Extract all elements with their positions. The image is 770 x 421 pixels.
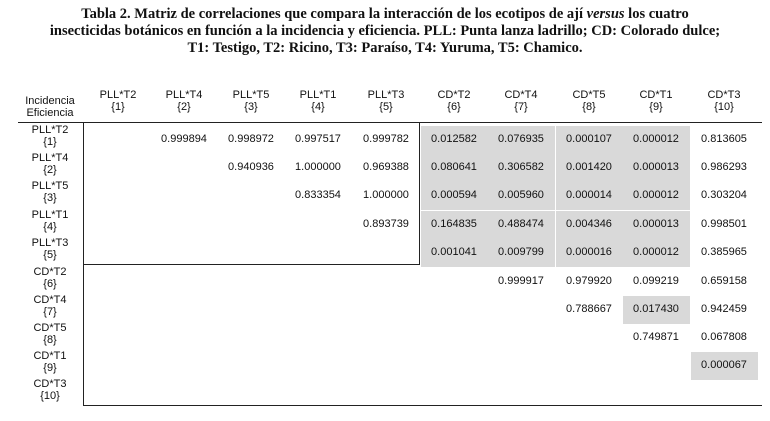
row-header bbox=[15, 350, 85, 374]
row-header-name: PLL*T5 bbox=[31, 180, 69, 192]
row-header-name: CD*T4 bbox=[33, 294, 67, 306]
matrix-cell: 0.017430 bbox=[633, 303, 679, 315]
row-header-name: CD*T2 bbox=[33, 266, 67, 278]
column-header-name: PLL*T2 bbox=[99, 89, 137, 101]
matrix-cell: 1.000000 bbox=[295, 161, 341, 173]
row-header bbox=[15, 294, 85, 318]
row-header-id: {1} bbox=[43, 136, 57, 148]
matrix-cell: 0.005960 bbox=[498, 189, 544, 201]
matrix-cell: 0.012582 bbox=[431, 133, 477, 145]
caption-line-1-start: Tabla 2. Matriz de correlaciones que compara la interacción de los ecotipos de ají bbox=[81, 6, 584, 22]
column-header-name: CD*T1 bbox=[639, 89, 673, 101]
column-header-name: CD*T3 bbox=[707, 89, 741, 101]
row-header-name: CD*T5 bbox=[33, 322, 67, 334]
column-header-id: {7} bbox=[514, 101, 528, 113]
row-header-id: {9} bbox=[43, 362, 57, 374]
matrix-cell: 0.942459 bbox=[701, 303, 747, 315]
corner-header-eficiencia: Eficiencia bbox=[26, 107, 74, 119]
matrix-cell: 0.080641 bbox=[431, 161, 477, 173]
row-header-id: {4} bbox=[43, 221, 57, 233]
column-header-id: {8} bbox=[582, 101, 596, 113]
matrix-cell: 0.998501 bbox=[701, 218, 747, 230]
matrix-cell: 0.000016 bbox=[566, 246, 612, 258]
matrix-cell: 0.000012 bbox=[633, 189, 679, 201]
column-header bbox=[556, 89, 623, 113]
column-header-name: CD*T2 bbox=[437, 89, 471, 101]
caption-line-1-end: los cuatro bbox=[628, 6, 689, 22]
matrix-cell: 0.099219 bbox=[633, 275, 679, 287]
row-header-id: {8} bbox=[43, 334, 57, 346]
pll-block-right-rule bbox=[419, 122, 420, 265]
matrix-cell: 0.749871 bbox=[633, 331, 679, 343]
caption-line-3: T1: Testigo, T2: Ricino, T3: Paraíso, T4: Yuruma, T5: Chamico. bbox=[187, 40, 583, 56]
matrix-cell: 0.000012 bbox=[633, 246, 679, 258]
matrix-cell: 0.813605 bbox=[701, 133, 747, 145]
matrix-cell: 0.004346 bbox=[566, 218, 612, 230]
matrix-cell: 0.997517 bbox=[295, 133, 341, 145]
row-header-name: PLL*T3 bbox=[31, 237, 69, 249]
matrix-cell: 0.076935 bbox=[498, 133, 544, 145]
row-header bbox=[15, 266, 85, 290]
column-header-name: CD*T4 bbox=[504, 89, 538, 101]
row-header-name: PLL*T2 bbox=[31, 124, 69, 136]
column-header-id: {4} bbox=[311, 101, 325, 113]
column-header-id: {5} bbox=[379, 101, 393, 113]
row-header bbox=[15, 124, 85, 148]
caption-line-1 bbox=[0, 6, 770, 23]
matrix-cell: 0.788667 bbox=[566, 303, 612, 315]
column-header bbox=[85, 89, 152, 113]
caption-line-2: insecticidas botánicos en función a la incidencia y eficiencia. PLL: Punta lanza ladrillo; CD: Colorado dulce; bbox=[49, 23, 721, 39]
table-caption bbox=[0, 6, 770, 57]
column-header bbox=[285, 89, 352, 113]
matrix-cell: 0.999894 bbox=[161, 133, 207, 145]
column-header-id: {6} bbox=[447, 101, 461, 113]
matrix-cell: 0.488474 bbox=[498, 218, 544, 230]
column-header-name: PLL*T1 bbox=[299, 89, 337, 101]
matrix-cell: 0.833354 bbox=[295, 189, 341, 201]
matrix-cell: 0.659158 bbox=[701, 275, 747, 287]
row-header-id: {6} bbox=[43, 278, 57, 290]
matrix-cell: 0.998972 bbox=[228, 133, 274, 145]
matrix-cell: 0.385965 bbox=[701, 246, 747, 258]
matrix-cell: 0.999782 bbox=[363, 133, 409, 145]
column-header-id: {3} bbox=[244, 101, 258, 113]
matrix-cell: 0.893739 bbox=[363, 218, 409, 230]
column-header bbox=[151, 89, 218, 113]
column-header bbox=[353, 89, 420, 113]
matrix-cell: 0.067808 bbox=[701, 331, 747, 343]
matrix-cell: 0.000012 bbox=[633, 133, 679, 145]
matrix-cell: 0.000067 bbox=[701, 359, 747, 371]
matrix-cell: 0.979920 bbox=[566, 275, 612, 287]
header-bottom-rule bbox=[18, 122, 762, 123]
row-header-name: CD*T1 bbox=[33, 350, 67, 362]
matrix-cell: 0.001420 bbox=[566, 161, 612, 173]
matrix-cell: 0.969388 bbox=[363, 161, 409, 173]
column-header-id: {2} bbox=[177, 101, 191, 113]
matrix-cell: 0.000107 bbox=[566, 133, 612, 145]
matrix-cell: 0.303204 bbox=[701, 189, 747, 201]
column-header-name: CD*T5 bbox=[572, 89, 606, 101]
row-header bbox=[15, 180, 85, 204]
table-bottom-rule bbox=[83, 405, 762, 406]
column-header-id: {9} bbox=[649, 101, 663, 113]
corner-header-incidencia: Incidencia bbox=[25, 95, 75, 107]
row-header-name: PLL*T1 bbox=[31, 209, 69, 221]
pll-block-bottom-rule bbox=[83, 264, 420, 265]
matrix-cell: 0.000014 bbox=[566, 189, 612, 201]
matrix-cell: 0.001041 bbox=[431, 246, 477, 258]
row-header-id: {5} bbox=[43, 249, 57, 261]
column-header bbox=[488, 89, 555, 113]
matrix-cell: 0.000013 bbox=[633, 161, 679, 173]
matrix-cell: 0.940936 bbox=[228, 161, 274, 173]
matrix-cell: 1.000000 bbox=[363, 189, 409, 201]
row-header-name: CD*T3 bbox=[33, 378, 67, 390]
row-header bbox=[15, 378, 85, 402]
matrix-cell: 0.986293 bbox=[701, 161, 747, 173]
matrix-cell: 0.000594 bbox=[431, 189, 477, 201]
matrix-cell: 0.306582 bbox=[498, 161, 544, 173]
column-header bbox=[218, 89, 285, 113]
matrix-cell: 0.164835 bbox=[431, 218, 477, 230]
column-header bbox=[623, 89, 690, 113]
row-header bbox=[15, 152, 85, 176]
row-header-name: PLL*T4 bbox=[31, 152, 69, 164]
row-header-id: {2} bbox=[43, 164, 57, 176]
row-header bbox=[15, 237, 85, 261]
row-header bbox=[15, 209, 85, 233]
column-header-name: PLL*T5 bbox=[232, 89, 270, 101]
column-header-name: PLL*T3 bbox=[367, 89, 405, 101]
row-header-id: {10} bbox=[40, 390, 60, 402]
caption-line-1-emphasis: versus bbox=[586, 6, 625, 22]
column-header-id: {1} bbox=[111, 101, 125, 113]
matrix-cell: 0.000013 bbox=[633, 218, 679, 230]
row-header-id: {7} bbox=[43, 306, 57, 318]
matrix-cell: 0.009799 bbox=[498, 246, 544, 258]
column-header bbox=[421, 89, 488, 113]
matrix-cell: 0.999917 bbox=[498, 275, 544, 287]
column-header-name: PLL*T4 bbox=[165, 89, 203, 101]
column-header-id: {10} bbox=[714, 101, 734, 113]
column-header bbox=[691, 89, 758, 113]
row-header bbox=[15, 322, 85, 346]
row-header-id: {3} bbox=[43, 192, 57, 204]
